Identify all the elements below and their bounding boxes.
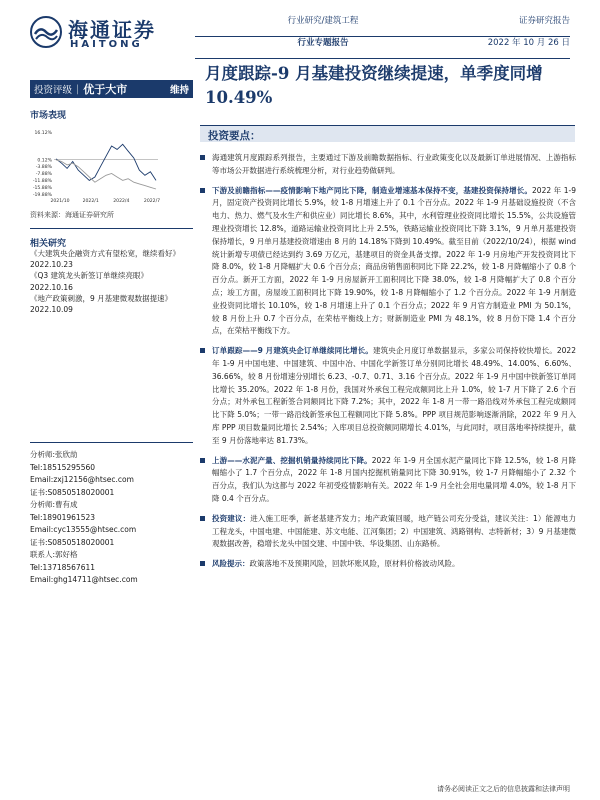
analyst-line: 分析师:曹有成 xyxy=(30,500,78,509)
rating-separator: | xyxy=(76,83,80,95)
paragraph-text: 2022 年 1-9 月，固定资产投资同比增长 5.9%，较 1-8 月增速上升了 0.1 个百分点。2022 年 1-9 月基础设施投资（不含电力、热力、燃气及水生产和供应业）同比增长 8.6%，其中，水利管理业投资同比增长 15.5%，公共设施管理业投资增长 12.8%，道路运输业投资同比上升 2.5%，铁路运输业投资同比下降 3.1%，9 月单月基建投资保持增长，9 月单月基建投资增速由 8 月的 14.18%下降到 10.49%。截至目前（2022/10/24），根据 wind 统计新增专项债已经达到约 3.69 万亿元，基建项目的资金具备支撑。2022 年 1-9 月房地产开发投资同比下降 8.0%，较 1-8 月降幅扩大 0.6 个百分点；商品房销售面积同比下降 22.2%，较 1-8 月降幅缩小了 0.8 个百分点。新开工方面，2022 年 1-9 月房屋新开工面积同比下降 38.0%，较 1-8 月降幅扩大了 0.8 个百分点；竣工方面，房屋竣工面积同比下降 19.90%，较 1-8 月降幅缩小了 1.2 个百分点。2022 年 1-9 月制造业投资同比增长 10.10%，较 1-8 月增速上升了 0.1 个百分点；2022 年 9 月官方制造业 PMI 为 50.1%，较 8 月份上升 0.7 个百分点，在荣枯平衡线上方；财新制造业 PMI 为 48.1%，较 8 月份下降 1.4 个百分点，在荣枯平衡线下方。 xyxy=(212,185,577,336)
disclaimer-footer: 请务必阅读正文之后的信息披露和法律声明 xyxy=(437,785,570,793)
key-point-paragraph xyxy=(200,152,576,178)
x-tick-label: 2022/7 xyxy=(143,199,160,204)
header-divider-bottom xyxy=(195,58,570,59)
report-class: 证券研究报告 xyxy=(518,16,570,26)
x-tick-label: 2021/10 xyxy=(50,199,70,204)
paragraph-lead: 投资建议： xyxy=(212,513,251,523)
analyst-line: 证书:S0850518020001 xyxy=(30,537,115,547)
key-point-paragraph xyxy=(200,513,576,551)
x-tick-label: 2022/1 xyxy=(82,199,99,204)
y-tick-label: 16.12% xyxy=(34,130,52,136)
analyst-line: Tel:18515295560 xyxy=(30,462,96,472)
y-tick-label: -3.88% xyxy=(35,165,52,171)
key-point-paragraph xyxy=(200,558,576,571)
haitong-logo-icon xyxy=(30,16,62,48)
logo-english-name: HAITONG xyxy=(70,39,143,50)
left-divider-2 xyxy=(30,442,193,443)
chart-source: 资料来源：海通证券研究所 xyxy=(30,211,114,219)
analyst-line: Email:ghg14711@htsec.com xyxy=(30,575,138,584)
key-points-label: 投资要点： xyxy=(208,130,261,142)
paragraph-text: 海通建筑月度跟踪系列报告，主要通过下游及前瞻数据指标、行业政策变化以及最新订单进展情况、上游指标等市场公开数据进行系统梳理分析，对行业趋势做研判。 xyxy=(212,153,576,175)
analyst-line: Tel:18901961523 xyxy=(30,512,96,522)
paragraph-text: 进入施工旺季，新老基建齐发力；地产政策回暖，地产链公司充分受益，建议关注：1）能源电力工程龙头，中国电建、中国能建、苏文电能、江河集团；2）中国建筑、鸿路钢构、志特新材；3）9 月基建微观数据改善，稳增长龙头中国交建、中国中铁、华设集团、山东路桥。 xyxy=(212,513,576,549)
report-title: 月度跟踪-9 月基建投资继续提速，单季度同增 10.49% xyxy=(205,64,543,107)
analyst-line: Tel:13718567611 xyxy=(30,562,96,572)
square-bullet-icon xyxy=(200,155,205,160)
key-point-paragraph xyxy=(200,455,576,506)
paragraph-lead: 订单跟踪——9 月建筑央企订单继续同比增长。 xyxy=(212,346,373,356)
key-points-header xyxy=(200,125,575,142)
investment-rating-bar xyxy=(30,80,193,98)
y-tick-label: -15.88% xyxy=(32,185,52,191)
square-bullet-icon xyxy=(200,348,205,353)
y-tick-label: -11.88% xyxy=(32,179,52,185)
header-category-block xyxy=(262,14,384,48)
paragraph-text: 政策落地不及预期风险，回款坏账风险，原材料价格波动风险。 xyxy=(249,559,460,569)
y-tick-label: -19.88% xyxy=(32,192,52,198)
paragraph-lead: 下游及前瞻指标——疫情影响下地产同比下降，制造业增速基本保持不变，基建投资保持增长。 xyxy=(212,185,533,195)
logo-chinese-name: 海通证券 xyxy=(68,18,156,42)
analyst-line: 联系人:郭好格 xyxy=(30,550,78,559)
related-research-title: 相关研究 xyxy=(30,239,67,249)
key-point-paragraph xyxy=(200,345,576,447)
analyst-line: Email:zxj12156@htsec.com xyxy=(30,475,134,484)
paragraph-lead: 风险提示： xyxy=(212,559,250,569)
related-research-item[interactable]: 《Q3 建筑龙头新签订单继续亮眼》2022.10.16 xyxy=(30,271,149,292)
analyst-line: Email:cyc13555@htsec.com xyxy=(30,525,137,534)
report-body xyxy=(200,152,576,578)
market-performance-title: 市场表现 xyxy=(30,111,67,121)
paragraph-text: 2022 年 1-9 月全国水泥产量同比下降 12.5%，较 1-8 月降幅缩小了 1.7 个百分点，2022 年 1-8 月国内挖掘机销量同比下降 30.91%，较 1-7 月降幅缩小了 2.32 个百分点，我们认为这都与 2022 年初受疫情影响有关。2022 年 1-9 月全社会用电量同增 4.0%，较 1-8 月下降 0.4 个百分点。 xyxy=(212,455,577,503)
company-logo xyxy=(30,14,180,54)
industry-category: 行业研究/建筑工程 xyxy=(287,16,359,26)
series-line-2 xyxy=(56,160,156,189)
market-performance-chart xyxy=(30,128,160,206)
rating-action: 维持 xyxy=(169,85,189,96)
analyst-contacts xyxy=(30,449,190,587)
paragraph-text: 建筑央企月度订单数据显示，多家公司保持较快增长。2022 年 1-9 月中国电建、中国建筑、中国中冶、中国化学新签订单分别同比增长 48.49%、14.00%、6.60%、36.66%，较 8 月份增速分别增长 6.23、-0.7、0.71、3.16 个百分点。2022 年 1-9 月中国中铁新签订单同比增长 35.20%。2022 年 1-8 月份，我国对外承包工程完成额同比上升 1.0%，较 1-7 月下降了 2.6 个百分点；对外承包工程新签合同额同比下降 7.2%；其中，2022 年 1-8 月一带一路沿线对外承包工程完成额同比下降 5.0%；一带一路沿线新签承包工程额同比下降 5.8%。PPP 项目规范影响逐渐消除，2022 年 9 月入库 PPP 项目数量同比增长 2.54%；入库项目总投资额同期增长 4.01%，与此同时，项目落地率持续提升，截至 9 月份落地率达 81.73%。 xyxy=(212,346,576,445)
left-divider xyxy=(30,228,193,229)
analyst-line: 证书:S0850518020001 xyxy=(30,487,115,497)
square-bullet-icon xyxy=(200,516,205,521)
x-tick-label: 2022/4 xyxy=(113,199,130,204)
paragraph-lead: 上游——水泥产量、挖掘机销量持续同比下降。 xyxy=(212,455,372,465)
page-header xyxy=(0,0,600,62)
related-research-list xyxy=(30,248,190,315)
square-bullet-icon xyxy=(200,561,205,566)
key-point-paragraph xyxy=(200,185,576,339)
related-research-item[interactable]: 《大建筑央企融资方式有望松宽，继续看好》2022.10.23 xyxy=(30,249,180,270)
square-bullet-icon xyxy=(200,458,205,463)
y-tick-label: -7.88% xyxy=(35,172,52,178)
report-date: 2022 年 10 月 26 日 xyxy=(487,38,570,48)
y-tick-label: 0.12% xyxy=(37,158,52,164)
header-divider xyxy=(195,36,570,37)
report-type: 行业专题报告 xyxy=(297,38,349,48)
rating-label: 投资评级 xyxy=(34,85,73,96)
rating-value: 优于大市 xyxy=(83,83,128,96)
header-right-block xyxy=(488,14,570,48)
analyst-line: 分析师:张欣劼 xyxy=(30,450,78,459)
square-bullet-icon xyxy=(200,188,205,193)
related-research-item[interactable]: 《地产政策刺激，9 月基建微观数据提速》2022.10.09 xyxy=(30,293,173,315)
